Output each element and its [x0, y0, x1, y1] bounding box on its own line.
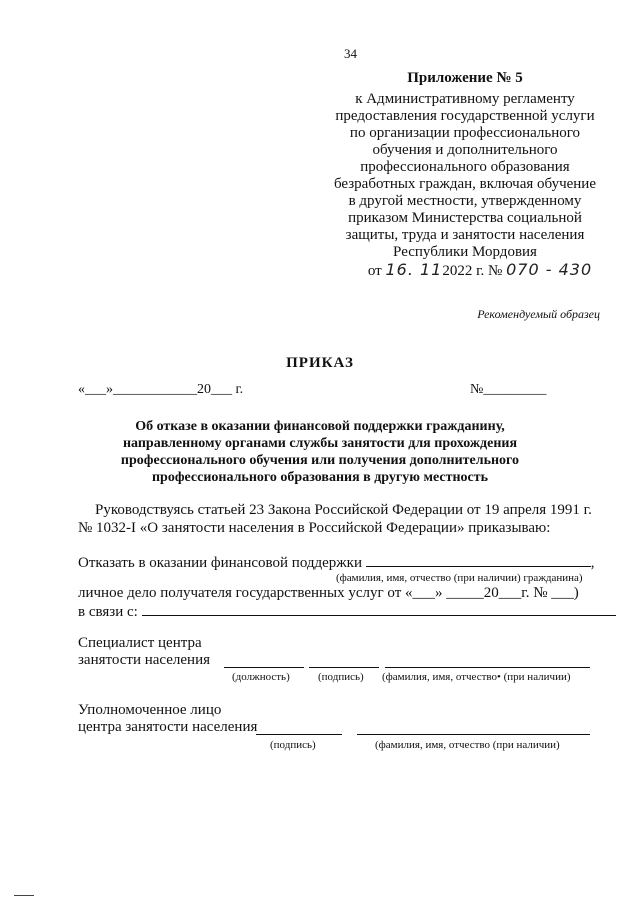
- appendix-line: приказом Министерства социальной: [348, 210, 582, 226]
- subject-line: Об отказе в оказании финансовой поддержки гражданину,: [135, 419, 505, 434]
- appendix-title: Приложение № 5: [407, 70, 523, 86]
- specialist-position-caption: (должность): [232, 671, 290, 683]
- appendix-line: к Административному регламенту: [355, 91, 575, 107]
- approval-number-handwritten: 070 - 430: [506, 260, 593, 279]
- order-title: ПРИКАЗ: [286, 355, 354, 371]
- specialist-label-line2: занятости населения: [78, 652, 211, 668]
- refusal-label: Отказать в оказании финансовой поддержки: [78, 555, 362, 571]
- page-number: 34: [344, 46, 357, 61]
- specialist-name-caption: (фамилия, имя, отчество• (при наличии): [382, 671, 571, 683]
- case-file-line: личное дело получателя государственных услуг от «___» _____20___г. № ___): [78, 585, 579, 601]
- approval-prefix: от: [367, 263, 382, 279]
- approval-date-handwritten: 16. 11: [385, 260, 443, 279]
- appendix-line: безработных граждан, включая обучение: [333, 176, 596, 192]
- approval-year: 2022 г. №: [442, 263, 503, 279]
- appendix-line: предоставления государственной услуги: [335, 108, 595, 124]
- subject-line: профессионального обучения или получения дополнительного: [120, 453, 520, 468]
- citizen-name-field[interactable]: [366, 552, 591, 567]
- specialist-signature-caption: (подпись): [318, 671, 364, 683]
- authorized-signature-caption: (подпись): [270, 739, 316, 751]
- refusal-line: [78, 552, 594, 572]
- specialist-signature-field[interactable]: [309, 653, 379, 668]
- specialist-label-line1: Специалист центра: [78, 635, 202, 651]
- order-date-template: «___»____________20___ г.: [78, 382, 244, 397]
- preamble-line: Руководствуясь статьей 23 Закона Российской Федерации от 19 апреля 1991 г.: [95, 502, 592, 518]
- order-number-template: №_________: [470, 382, 547, 397]
- authorized-label-line2: центра занятости населения: [78, 719, 258, 735]
- preamble-line: № 1032-I «О занятости населения в Российской Федерации» приказываю:: [78, 520, 551, 536]
- refusal-comma: ,: [590, 555, 595, 571]
- specialist-position-field[interactable]: [224, 653, 304, 668]
- citizen-name-caption: (фамилия, имя, отчество (при наличии) гражданина): [336, 572, 583, 584]
- appendix-line: защиты, труда и занятости населения: [345, 227, 585, 243]
- authorized-signature-field[interactable]: [256, 720, 342, 735]
- appendix-line: в другой местности, утвержденному: [348, 193, 582, 209]
- sample-note: Рекомендуемый образец: [477, 307, 600, 321]
- appendix-line: Республики Мордовия: [393, 244, 537, 260]
- approval-line: [315, 261, 640, 280]
- authorized-name-field[interactable]: [357, 720, 590, 735]
- reason-field[interactable]: [142, 601, 616, 616]
- reason-line: [78, 601, 616, 621]
- appendix-line: профессионального образования: [360, 159, 570, 175]
- authorized-name-caption: (фамилия, имя, отчество (при наличии): [375, 739, 560, 751]
- reason-label: в связи с:: [78, 604, 138, 620]
- appendix-line: обучения и дополнительного: [372, 142, 558, 158]
- footer-rule: [14, 895, 34, 896]
- appendix-line: по организации профессионального: [349, 125, 581, 141]
- specialist-name-field[interactable]: [385, 653, 590, 668]
- authorized-label-line1: Уполномоченное лицо: [78, 702, 222, 718]
- subject-line: профессионального образования в другую местность: [151, 470, 489, 485]
- subject-line: направленному органами службы занятости для прохождения: [122, 436, 518, 451]
